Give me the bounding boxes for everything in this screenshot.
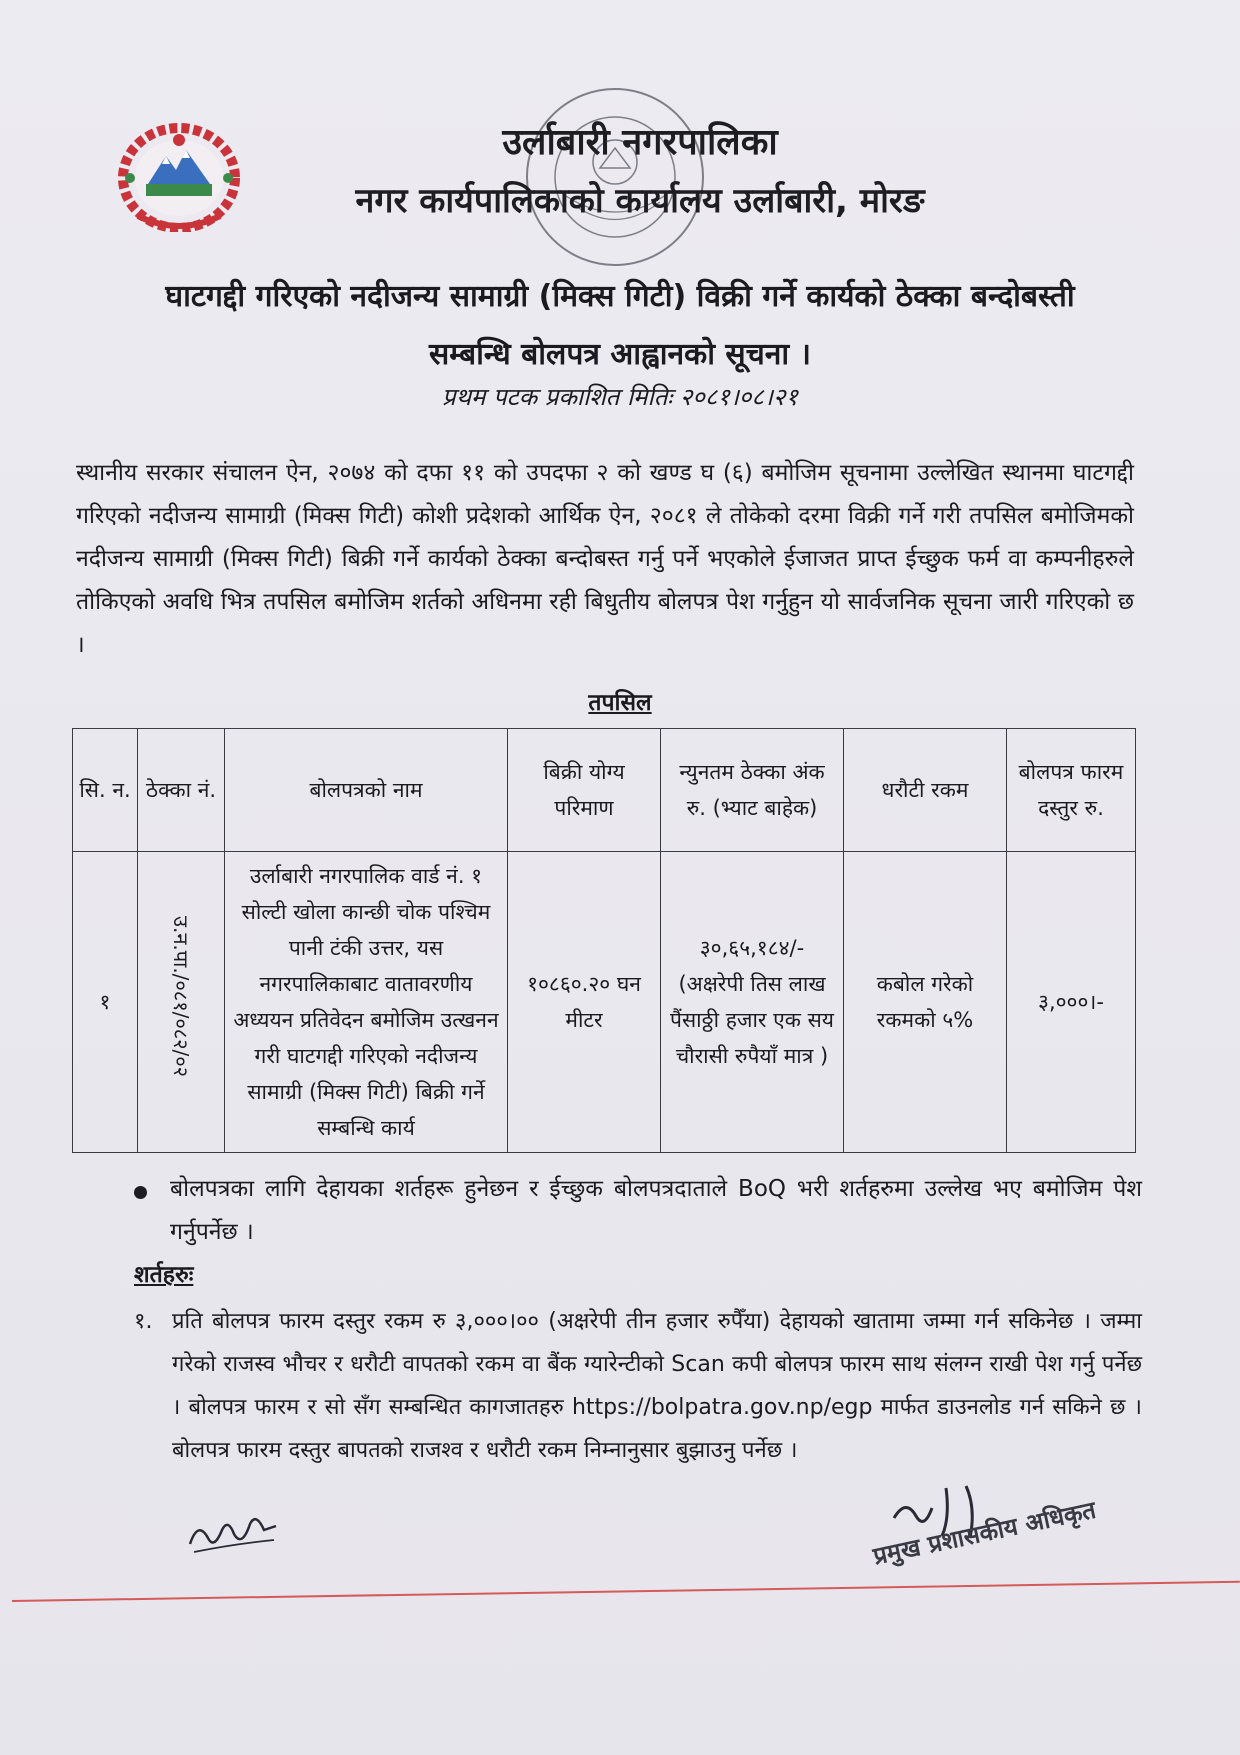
- office-line: नगर कार्यपालिकाको कार्यालय उर्लाबारी, मोरङ: [355, 181, 925, 221]
- cell-sn: १: [73, 852, 138, 1153]
- condition-number: १.: [134, 1309, 153, 1334]
- col-header-deposit: धरौटी रकम: [844, 729, 1007, 852]
- cell-quantity: १०८६०.२० घन मीटर: [508, 852, 661, 1153]
- cell-contract-no: [138, 852, 225, 1153]
- cell-minimum-amount: ३०,६५,१८४/- (अक्षरेपी तिस लाख पैंसाठ्ठी हजार एक सय चौरासी रुपैयाँ मात्र ): [661, 852, 844, 1153]
- col-header-form-fee: बोलपत्र फारम दस्तुर रु.: [1007, 729, 1136, 852]
- cell-name: उर्लाबारी नगरपालिक वार्ड नं. १ सोल्टी खोला कान्छी चोक पश्चिम पानी टंकी उत्तर, यस नगरपालिकाबाट वातावरणीय अध्ययन प्रतिवेदन बमोजिम उत्खनन गरी घाटगद्दी गरिएको नदीजन्य सामाग्री (मिक्स गिटी) बिक्री गर्ने सम्बन्धि कार्य: [225, 852, 508, 1153]
- col-header-sn: सि. न.: [73, 729, 138, 852]
- bullet-note: बोलपत्रका लागि देहायका शर्तहरू हुनेछन र ईच्छुक बोलपत्रदाताले BoQ भरी शर्तहरुमा उल्लेख भए बमोजिम पेश गर्नुपर्नेछ ।: [170, 1176, 1142, 1245]
- cell-deposit: कबोल गरेको रकमको ५%: [844, 852, 1007, 1153]
- notice-title-line-1: घाटगद्दी गरिएको नदीजन्य सामाग्री (मिक्स गिटी) विक्री गर्ने कार्यको ठेक्का बन्दोबस्ती: [165, 279, 1075, 314]
- intro-paragraph: स्थानीय सरकार संचालन ऐन, २०७४ को दफा ११ को उपदफा २ को खण्ड घ (६) बमोजिम सूचनामा उल्लेखित स्थानमा घाटगद्दी गरिएको नदीजन्य सामाग्री (मिक्स गिटी) कोशी प्रदेशको आर्थिक ऐन, २०८१ ले तोकेको दरमा विक्री गर्ने गरी तपसिल बमोजिमको नदीजन्य सामाग्री (मिक्स गिटी) बिक्री गर्ने कार्यको ठेक्का बन्दोबस्त गर्नु पर्ने भएकोले ईजाजत प्राप्त ईच्छुक फर्म वा कम्पनीहरुले तोकिएको अवधि भित्र तपसिल बमोजिम शर्तको अधिनमा रही बिधुतीय बोलपत्र पेश गर्नुहुन यो सार्वजनिक सूचना जारी गरिएको छ ।: [76, 460, 1134, 658]
- publish-date: प्रथम पटक प्रकाशित मितिः २०८१।०८।२१: [442, 383, 798, 411]
- cell-form-fee: ३,०००।-: [1007, 852, 1136, 1153]
- initials-signature: [184, 1500, 284, 1560]
- official-title-stamp: प्रमुख प्रशासकीय अधिकृत: [870, 1495, 1099, 1571]
- details-heading: तपसिल: [588, 690, 652, 716]
- org-name: उर्लाबारी नगरपालिका: [502, 122, 778, 163]
- bullet-icon: [134, 1186, 147, 1199]
- col-header-contract-no: ठेक्का नं.: [138, 729, 225, 852]
- col-header-quantity: बिक्री योग्य परिमाण: [508, 729, 661, 852]
- official-signature: [880, 1478, 1140, 1658]
- col-header-minimum-amount: न्युनतम ठेक्का अंक रु. (भ्याट बाहेक): [661, 729, 844, 852]
- col-header-name: बोलपत्रको नाम: [225, 729, 508, 852]
- notice-title-line-2: सम्बन्धि बोलपत्र आह्वानको सूचना ।: [428, 337, 811, 372]
- contract-no-text: उ.न.पा./०८१/०८२/०२: [169, 915, 193, 1078]
- table-header-row: [73, 729, 1136, 852]
- notice-title: [100, 268, 1140, 384]
- details-table: [72, 728, 1136, 1153]
- condition-text: प्रति बोलपत्र फारम दस्तुर रकम रु ३,०००।०० (अक्षरेपी तीन हजार रुपैँया) देहायको खातामा जम्मा गर्न सकिनेछ । जम्मा गरेको राजस्व भौचर र धरौटी वापतको रकम वा बैंक ग्यारेन्टीको Scan कपी बोलपत्र फारम साथ संलग्न राखी पेश गर्नु पर्नेछ । बोलपत्र फारम र सो सँग सम्बन्धित कागजातहरु https://bolpatra.gov.np/egp मार्फत डाउनलोड गर्न सकिने छ । बोलपत्र फारम दस्तुर बापतको राजश्व र धरौटी रकम निम्नानुसार बुझाउनु पर्नेछ ।: [172, 1309, 1142, 1463]
- conditions-heading: शर्तहरुः: [134, 1262, 194, 1288]
- table-row: [73, 852, 1136, 1153]
